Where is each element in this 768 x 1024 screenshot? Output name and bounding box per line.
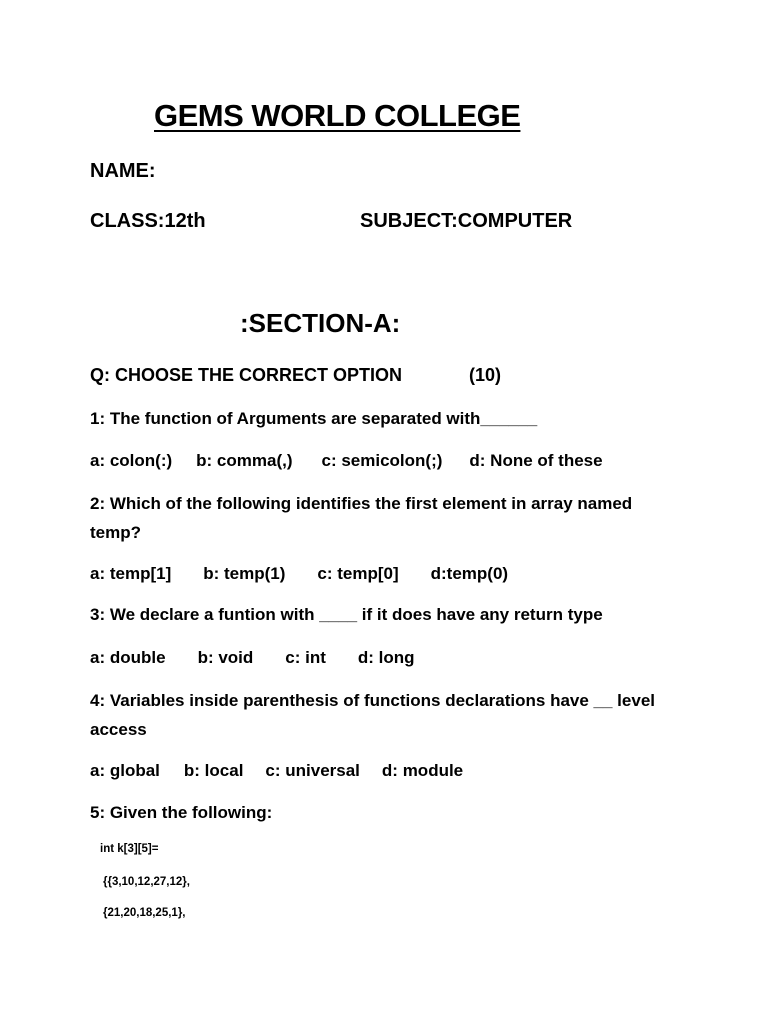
section-title: :SECTION-A: — [240, 308, 401, 338]
class-label: CLASS:12th — [90, 210, 206, 232]
option-d: d: module — [381, 761, 464, 780]
marks: (10) — [469, 365, 502, 385]
option-b: b: comma(,) — [196, 451, 293, 470]
option-b: b: local — [183, 761, 244, 780]
option-d: d: None of these — [469, 451, 603, 470]
name-label: NAME: — [90, 160, 156, 182]
code-line-1: int k[3][5]= — [100, 843, 159, 855]
code-line-3: {21,20,18,25,1}, — [103, 907, 186, 919]
question-1: 1: The function of Arguments are separated with______ — [90, 409, 538, 428]
option-a: a: temp[1] — [90, 564, 172, 583]
question-3-options — [90, 648, 415, 668]
code-line-2: {{3,10,12,27,12}, — [103, 876, 190, 888]
question-1-options — [90, 451, 603, 471]
question-2: 2: Which of the following identifies the first element in array named temp? — [90, 494, 633, 542]
question-4-options — [90, 761, 463, 781]
option-c: c: semicolon(;) — [321, 451, 443, 470]
option-d: d:temp(0) — [430, 564, 509, 583]
option-a: a: colon(:) — [90, 451, 173, 470]
question-2-options — [90, 564, 508, 584]
option-b: b: temp(1) — [203, 564, 286, 583]
option-c: c: int — [285, 648, 326, 667]
question-5: 5: Given the following: — [90, 803, 273, 822]
option-d: d: long — [357, 648, 415, 667]
question-4: 4: Variables inside parenthesis of functions declarations have __ level access — [90, 691, 655, 739]
option-b: b: void — [197, 648, 254, 667]
question-3: 3: We declare a funtion with ____ if it does have any return type — [90, 605, 603, 624]
option-a: a: global — [90, 761, 160, 780]
college-title: GEMS WORLD COLLEGE — [154, 98, 521, 133]
subject-label: SUBJECT:COMPUTER — [360, 210, 573, 232]
instruction: Q: CHOOSE THE CORRECT OPTION — [90, 365, 403, 385]
option-a: a: double — [90, 648, 166, 667]
option-c: c: universal — [265, 761, 360, 780]
option-c: c: temp[0] — [317, 564, 399, 583]
